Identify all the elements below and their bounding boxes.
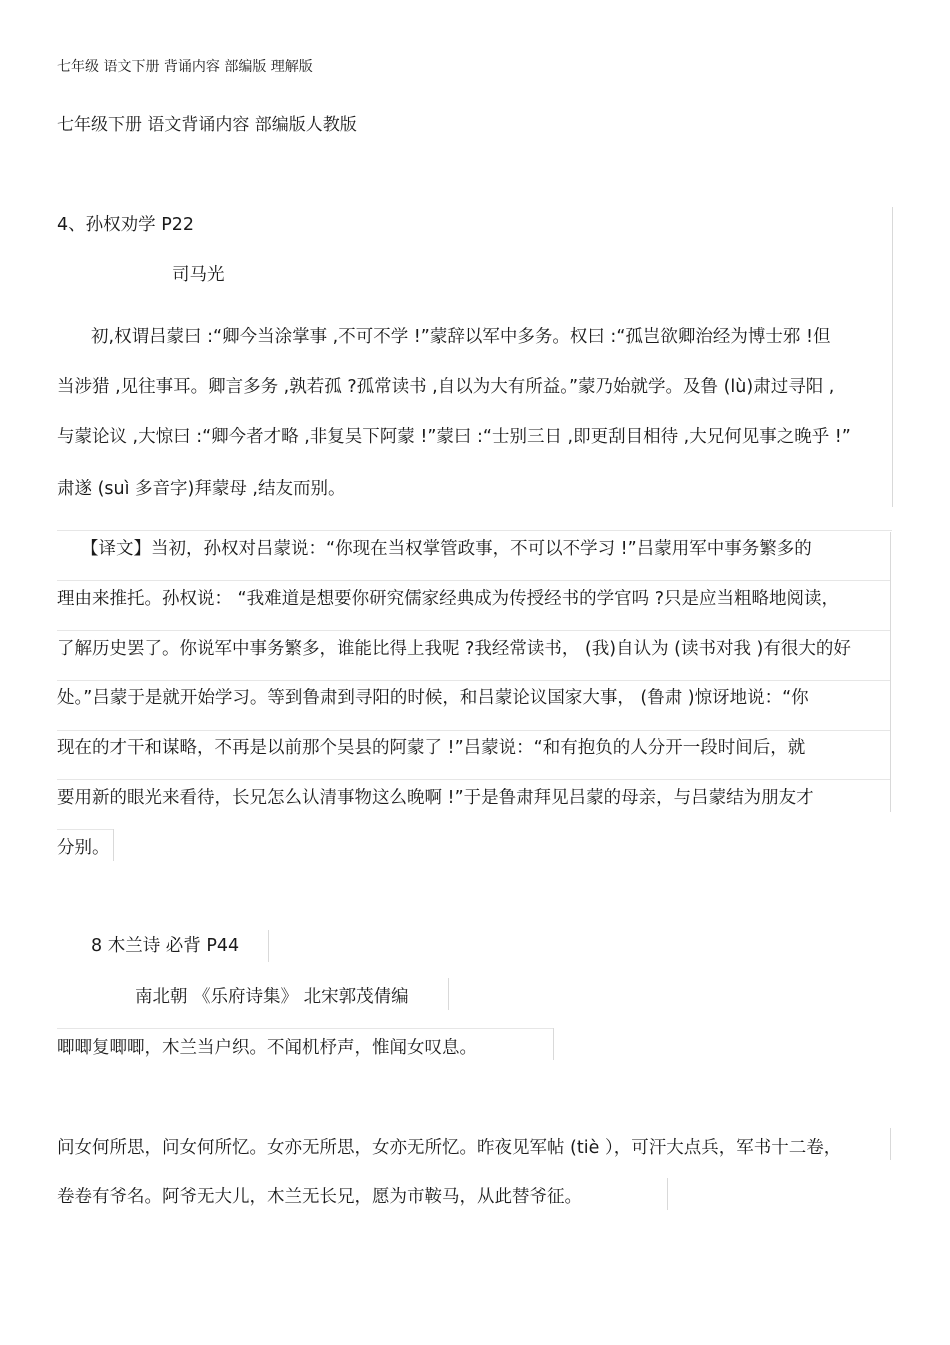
translation-row-rule bbox=[57, 680, 890, 681]
original-text-line: 初,权谓吕蒙曰 :“卿今当涂掌事 ,不可不学 !”蒙辞以军中多务。权曰 :“孤岂欲卿治经为博士邪 !但 bbox=[91, 327, 831, 347]
poem-line: 问女何所思，问女何所忆。女亦无所思，女亦无所忆。昨夜见军帖 (tiè ），可汗大点兵，军书十二卷， bbox=[57, 1138, 842, 1158]
translation-line: 要用新的眼光来看待，长兄怎么认清事物这么晚啊 !”于是鲁肃拜见吕蒙的母亲，与吕蒙结为朋友才 bbox=[57, 788, 814, 808]
translation-line: 【译文】当初，孙权对吕蒙说：“你现在当权掌管政事，不可以不学习 !”吕蒙用军中事务繁多的 bbox=[81, 539, 812, 559]
translation-row-rule bbox=[57, 779, 890, 780]
poem-row-rule bbox=[57, 1028, 553, 1029]
translation-end-rule bbox=[113, 829, 114, 861]
section1-heading: 4、孙权劝学 P22 bbox=[57, 215, 195, 235]
poem-line: 卷卷有爷名。阿爷无大儿，木兰无长兄，愿为市鞍马，从此替爷征。 bbox=[57, 1187, 582, 1207]
section1-divider bbox=[57, 530, 892, 531]
translation-row-rule bbox=[57, 730, 890, 731]
translation-row-rule bbox=[57, 580, 890, 581]
document-title: 七年级下册 语文背诵内容 部编版人教版 bbox=[57, 115, 357, 135]
translation-line: 处。”吕蒙于是就开始学习。等到鲁肃到寻阳的时候，和吕蒙论议国家大事， (鲁肃 )惊讶地说：“你 bbox=[57, 688, 809, 708]
poem-row-end-rule bbox=[553, 1028, 554, 1060]
section1-right-rule bbox=[892, 207, 893, 507]
original-text-line: 当涉猎 ,见往事耳。卿言多务 ,孰若孤 ?孤常读书 ,自以为大有所益。”蒙乃始就学。及鲁 (lù)肃过寻阳 , bbox=[57, 377, 835, 397]
translation-line: 现在的才干和谋略，不再是以前那个吴县的阿蒙了 !”吕蒙说：“和有抱负的人分开一段时间后，就 bbox=[57, 738, 806, 758]
poem-line: 唧唧复唧唧，木兰当户织。不闻机杼声，惟闻女叹息。 bbox=[57, 1038, 477, 1058]
original-text-line: 肃遂 (suì 多音字)拜蒙母 ,结友而别。 bbox=[57, 479, 346, 499]
translation-row-rule bbox=[57, 829, 114, 830]
section2-heading: 8 木兰诗 必背 P44 bbox=[91, 936, 240, 956]
section2-heading-rule bbox=[268, 930, 269, 962]
section2-source: 南北朝 《乐府诗集》 北宋郭茂倩编 bbox=[135, 987, 409, 1007]
translation-right-rule bbox=[890, 532, 891, 812]
translation-line: 了解历史罢了。你说军中事务繁多，谁能比得上我呢 ?我经常读书， (我)自认为 (读书对我 )有很大的好 bbox=[57, 639, 851, 659]
poem-row-end-rule bbox=[890, 1128, 891, 1160]
header-subtitle: 七年级 语文下册 背诵内容 部编版 理解版 bbox=[57, 59, 313, 75]
section1-author: 司马光 bbox=[172, 265, 225, 285]
translation-line: 理由来推托。孙权说： “我难道是想要你研究儒家经典成为传授经书的学官吗 ?只是应当粗略地阅读， bbox=[57, 589, 839, 609]
translation-row-rule bbox=[57, 630, 890, 631]
translation-line: 分别。 bbox=[57, 838, 110, 858]
poem-row-end-rule bbox=[667, 1178, 668, 1210]
original-text-line: 与蒙论议 ,大惊曰 :“卿今者才略 ,非复吴下阿蒙 !”蒙曰 :“士别三日 ,即更刮目相待 ,大兄何见事之晚乎 !” bbox=[57, 427, 851, 447]
section2-source-rule bbox=[448, 978, 449, 1010]
